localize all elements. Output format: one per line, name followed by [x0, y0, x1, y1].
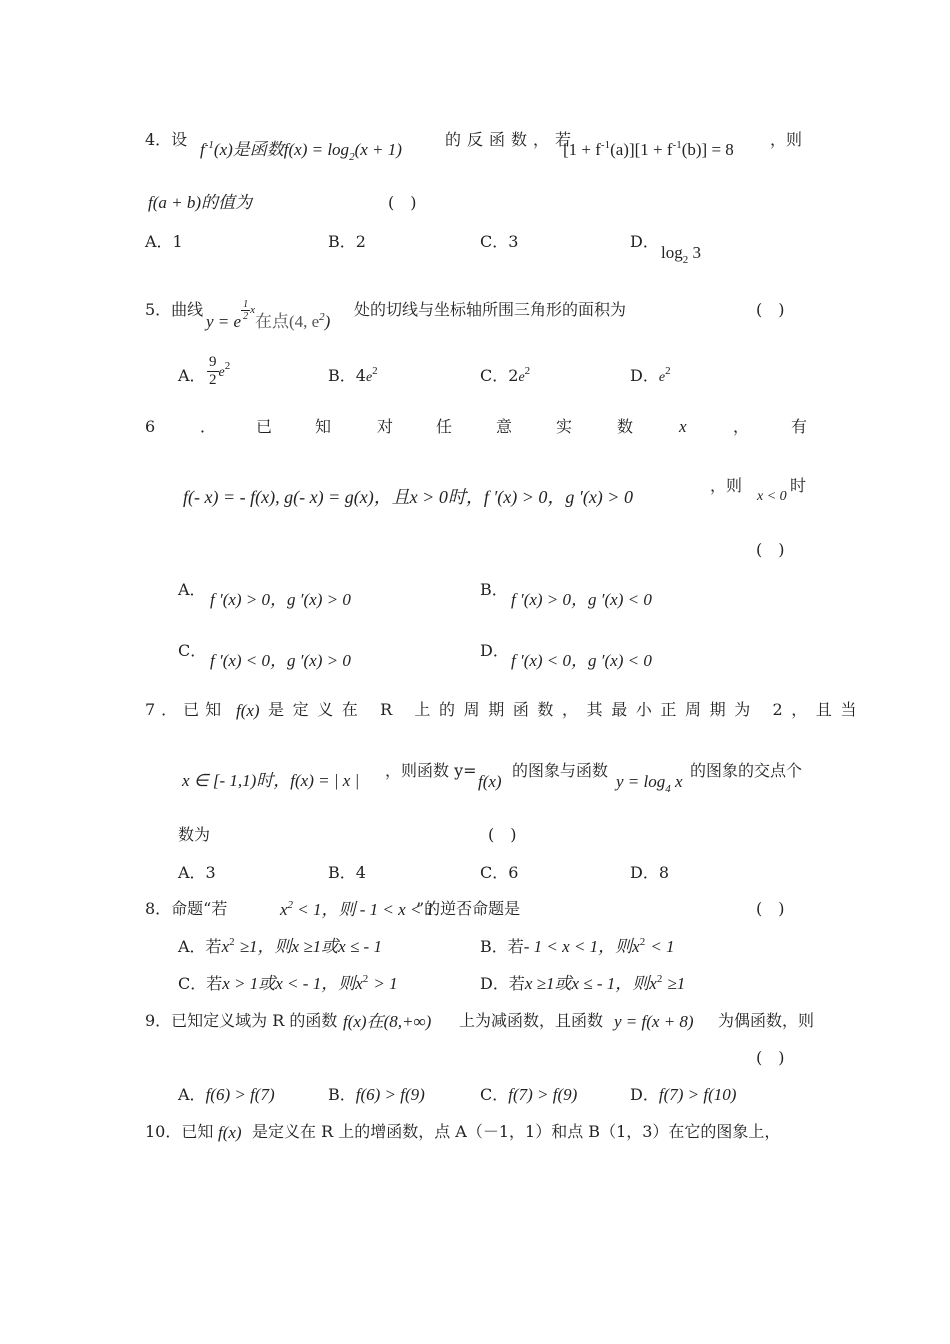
q7-paren: ( ): [488, 825, 517, 844]
q6-char: 意: [496, 417, 513, 436]
q4-mid-text: 的反函数，若: [445, 130, 578, 149]
q4-option-d: D．: [630, 232, 659, 251]
q6-char: x: [679, 417, 687, 436]
q9-tail: 为偶函数，则: [718, 1011, 815, 1030]
q6-condition: f(- x) = - f(x), g(- x) = g(x)，且x > 0时，f ′(x) > 0，g ′(x) > 0: [183, 487, 633, 507]
q7-option-c: C．6: [480, 863, 519, 882]
q7-line2-cond: x ∈ [- 1,1)时，f(x) = | x |: [182, 771, 360, 790]
q8-option-b: B．若- 1 < x < 1，则$x^2 < 1$: [480, 936, 675, 956]
q6-char: 对: [377, 417, 394, 436]
q5-option-c: C．$2e^2$: [480, 365, 531, 385]
q8-paren: ( ): [756, 899, 785, 918]
q9-y-expr: y = f(x + 8): [614, 1012, 694, 1031]
q4-tail: ，则: [770, 130, 803, 149]
q6-option-c: f ′(x) < 0，g ′(x) > 0: [210, 651, 351, 670]
q6-then: ，则: [710, 476, 743, 495]
q5-option-d: D．$e^2$: [630, 365, 671, 385]
q5-number: 5．曲线: [145, 300, 204, 319]
q7-line1-a: 7．已知: [145, 700, 228, 719]
q4-number: 4．设: [145, 130, 188, 149]
q6-char: ．: [200, 417, 217, 436]
q4-condition: $[1 + f^{-1}(a)][1 + f^{-1}(b)] = 8$: [563, 139, 734, 159]
q9-option-c: C．f(7) > f(9): [480, 1085, 578, 1104]
q8-tail: ”的逆否命题是: [416, 899, 521, 918]
q7-line3: 数为: [178, 825, 211, 844]
q4-option-a: A．1: [145, 232, 183, 251]
q4-option-d-log: $\log_2 3$: [661, 243, 701, 266]
q6-char: 数: [617, 417, 634, 436]
q9-number: 9．已知定义域为 R 的函数: [145, 1011, 338, 1030]
q6-option-a: f ′(x) > 0，g ′(x) > 0: [210, 590, 351, 609]
q4-paren: ( ): [388, 193, 417, 212]
q6-char: 已: [256, 417, 273, 436]
q6-option-b: f ′(x) > 0，g ′(x) < 0: [511, 590, 652, 609]
q5-option-a-value: $\frac{9}{2}$ $e^2$: [209, 354, 231, 388]
q4-line1: [145, 130, 187, 150]
q6-option-b-label: B．: [480, 580, 508, 599]
q4-inverse-function: $f^{-1}(x)$是函数$f(x) = \log_2(x + 1)$: [200, 139, 402, 163]
q4-option-c: C．3: [480, 232, 519, 251]
q10-f: f(x): [218, 1123, 242, 1142]
q8-number: 8．命题“若: [145, 899, 228, 918]
q6-option-d-label: D．: [480, 641, 509, 660]
q6-option-d: f ′(x) < 0，g ′(x) < 0: [511, 651, 652, 670]
q7-line2-a: ，则函数 y=: [385, 761, 477, 780]
q6-char: 实: [556, 417, 573, 436]
q6-char: 6: [145, 417, 156, 436]
q7-line2-y: $y = \log_4 x$: [616, 772, 683, 795]
q6-char: ，: [733, 417, 750, 436]
q6-char: 任: [436, 417, 453, 436]
q10-number: 10．已知: [145, 1122, 214, 1141]
q9-f-expr: f(x)在(8,+∞): [343, 1012, 432, 1031]
q6-char: 知: [315, 417, 332, 436]
q7-line1-b: 是定义在 R 上的周期函数，其最小正周期为 2，且当: [268, 700, 866, 719]
q9-option-b: B．f(6) > f(9): [328, 1085, 425, 1104]
q7-line2-b: 的图象与函数: [512, 761, 609, 780]
q7-option-d: D．8: [630, 863, 670, 882]
q6-x-less-zero: x < 0: [757, 489, 787, 504]
q7-line2-f: f(x): [478, 772, 502, 791]
q7-line1-f: f(x): [236, 701, 260, 720]
q8-condition: $x^2 < 1$，则 - 1 < x < 1: [280, 899, 435, 919]
q9-option-a: A．f(6) > f(7): [178, 1085, 275, 1104]
q4-option-b: B．2: [328, 232, 366, 251]
q9-paren: ( ): [756, 1048, 785, 1067]
q6-shi: 时: [790, 476, 807, 495]
q5-curve-expr: y = e $^{\frac{1}{2} x}$在点(4, $e^2$): [206, 298, 331, 331]
q7-line2-c: 的图象的交点个: [690, 761, 803, 780]
q10-text: 是定义在 R 上的增函数，点 A（－1，1）和点 B（1，3）在它的图象上，: [252, 1122, 781, 1141]
q6-paren: ( ): [756, 540, 785, 559]
q8-option-d: D．若x ≥1或x ≤ - 1，则$x^2 \ge 1$: [480, 973, 686, 993]
q5-option-a: A．: [178, 366, 206, 385]
q8-option-c: C．若x > 1或x < - 1，则$x^2 > 1$: [178, 973, 398, 993]
q6-char: 有: [791, 417, 808, 436]
q5-text: 处的切线与坐标轴所围三角形的面积为: [354, 300, 627, 319]
q5-paren: ( ): [756, 300, 785, 319]
q4-line2: f(a + b)的值为: [148, 193, 253, 212]
q9-option-d: D．f(7) > f(10): [630, 1085, 737, 1104]
q6-option-c-label: C．: [178, 641, 207, 660]
q5-option-b: B．$4e^2$: [328, 365, 378, 385]
q7-option-a: A．3: [178, 863, 216, 882]
q9-mid: 上为减函数，且函数: [459, 1011, 604, 1030]
q8-option-a: A．若$x^2 \ge 1$，则x ≥1或x ≤ - 1: [178, 936, 382, 956]
q7-option-b: B．4: [328, 863, 366, 882]
q6-option-a-label: A．: [178, 580, 206, 599]
